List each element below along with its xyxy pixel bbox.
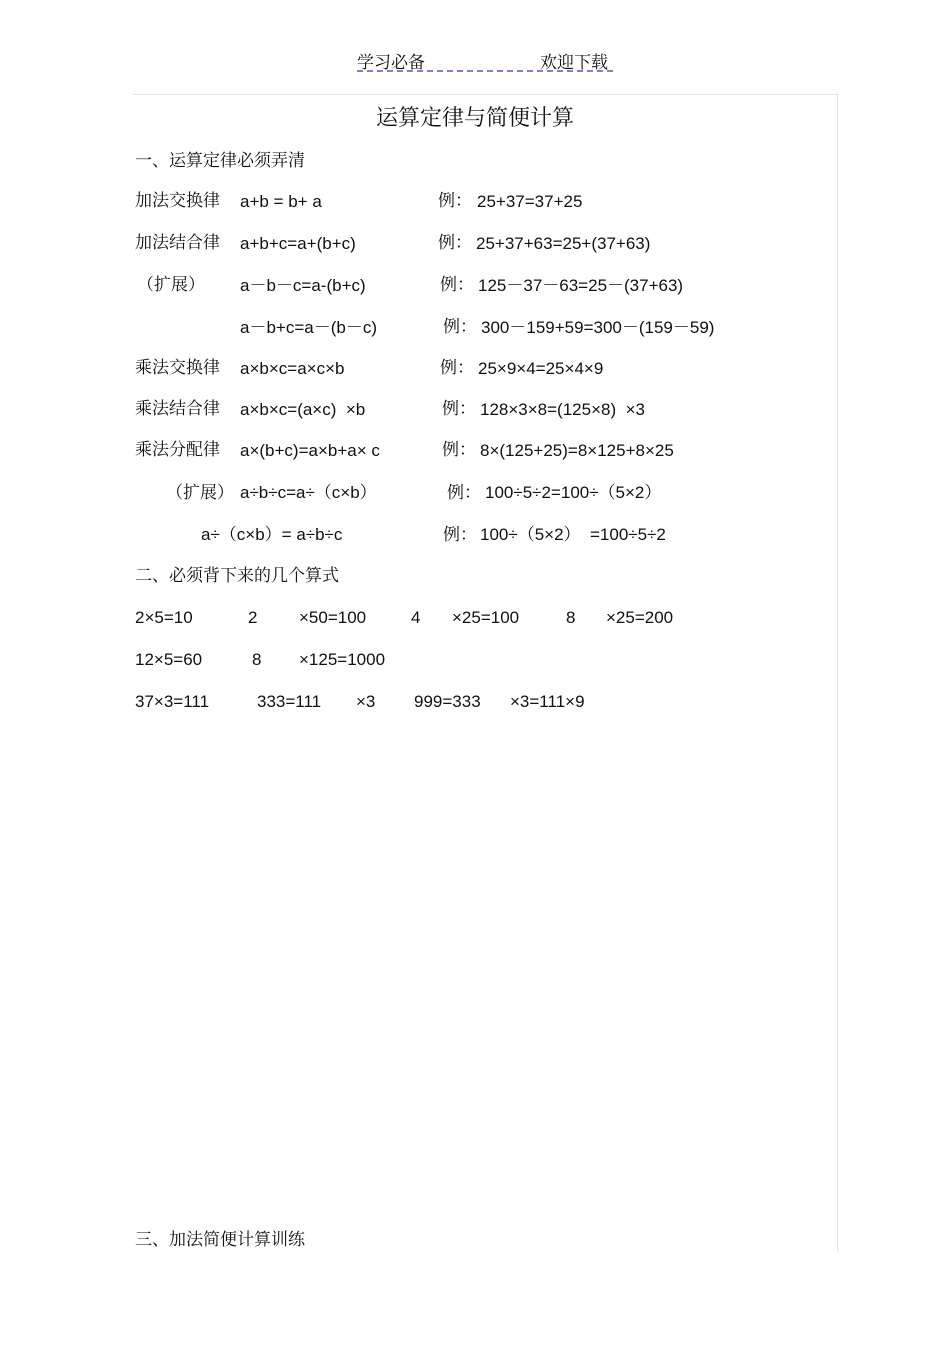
memorize-formula: 8 — [252, 650, 262, 669]
header-left-text: 学习必备 — [357, 53, 425, 73]
law-formula: a－b－c=a-(b+c) — [240, 276, 366, 295]
memorize-formula: 4 — [411, 608, 421, 627]
example-label: 例： — [443, 317, 477, 337]
law-formula: a+b = b+ a — [240, 192, 322, 211]
memorize-formula: 12×5=60 — [135, 650, 203, 669]
example-label: 例： — [442, 440, 476, 460]
example-label: 例： — [438, 233, 472, 253]
memorize-formula: 333=111 — [257, 692, 322, 711]
example-label: 例： — [447, 483, 481, 503]
header-dashed-underline — [357, 70, 613, 72]
example-label: 例： — [440, 358, 474, 378]
memorize-formula: 8 — [566, 608, 576, 627]
section3-heading: 三、加法简便计算训练 — [135, 1230, 305, 1250]
memorize-formula: ×25=100 — [452, 608, 520, 627]
law-name: （扩展） — [166, 483, 234, 503]
law-name: （扩展） — [137, 275, 205, 295]
law-example: 300－159+59=300－(159－59) — [481, 318, 715, 337]
memorize-formula: ×25=200 — [606, 608, 674, 627]
page-border-right — [837, 94, 838, 1252]
law-name: 乘法分配律 — [135, 440, 220, 460]
memorize-formula: 37×3=111 — [135, 692, 210, 711]
memorize-formula: ×3 — [356, 692, 376, 711]
law-formula: a－b+c=a－(b－c) — [240, 318, 377, 337]
memorize-formula: ×3=111×9 — [510, 692, 585, 711]
memorize-formula: ×50=100 — [299, 608, 367, 627]
law-example: 128×3×8=(125×8) ×3 — [480, 400, 645, 419]
memorize-formula: ×125=1000 — [299, 650, 386, 669]
page-border-top — [133, 94, 838, 95]
law-example: 25+37+63=25+(37+63) — [476, 234, 651, 253]
law-formula: a×b×c=a×c×b — [240, 359, 345, 378]
example-label: 例： — [438, 191, 472, 211]
law-name: 加法交换律 — [135, 191, 220, 211]
law-name: 乘法结合律 — [135, 399, 220, 419]
section2-heading: 二、必须背下来的几个算式 — [135, 566, 339, 586]
law-example: 8×(125+25)=8×125+8×25 — [480, 441, 674, 460]
law-example: 100÷5÷2=100÷（5×2） — [485, 483, 662, 502]
example-label: 例： — [442, 399, 476, 419]
law-example: 25×9×4=25×4×9 — [478, 359, 604, 378]
memorize-formula: 999=333 — [414, 692, 481, 711]
law-example: 125－37－63=25－(37+63) — [478, 276, 684, 295]
law-formula: a×b×c=(a×c) ×b — [240, 400, 366, 419]
example-label: 例： — [440, 275, 474, 295]
law-example: 25+37=37+25 — [477, 192, 583, 211]
law-formula: a+b+c=a+(b+c) — [240, 234, 356, 253]
header-right-text: 欢迎下载 — [540, 53, 608, 73]
memorize-formula: 2×5=10 — [135, 608, 193, 627]
page-title: 运算定律与简便计算 — [375, 106, 574, 131]
law-formula: a÷b÷c=a÷（c×b） — [240, 483, 377, 502]
law-formula: a÷（c×b）= a÷b÷c — [201, 525, 343, 544]
law-name: 加法结合律 — [135, 233, 220, 253]
law-formula: a×(b+c)=a×b+a× c — [240, 441, 380, 460]
law-example: 100÷（5×2） =100÷5÷2 — [480, 525, 666, 544]
memorize-formula: 2 — [248, 608, 258, 627]
law-name: 乘法交换律 — [135, 358, 220, 378]
section1-heading: 一、运算定律必须弄清 — [135, 151, 305, 171]
example-label: 例： — [443, 525, 477, 545]
